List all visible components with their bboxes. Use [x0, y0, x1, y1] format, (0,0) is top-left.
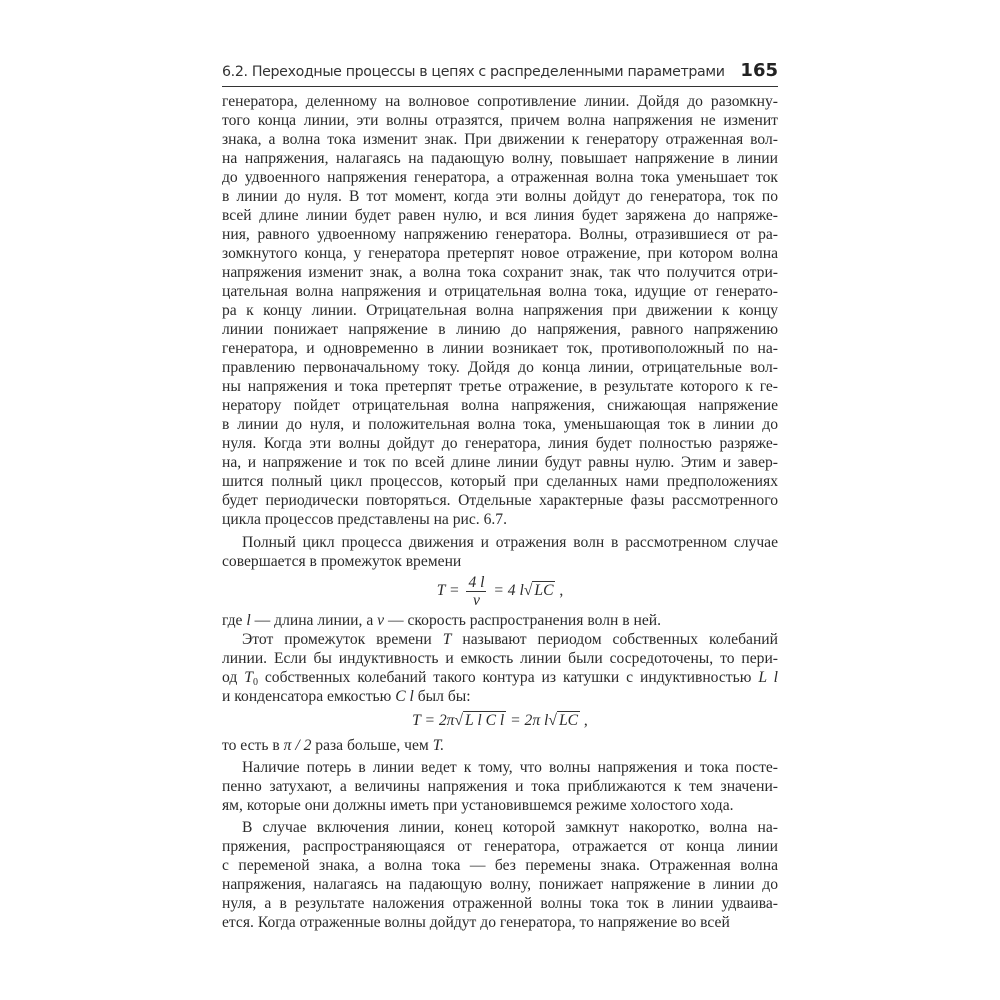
text: — длина линии, а — [254, 612, 374, 629]
text-line: ется. Когда отраженные волны дойдут до генератора, то напряжение во всей — [222, 914, 730, 931]
text-line: нуля, а в результате наложения отраженной волны тока ток в линии удваива- — [222, 895, 778, 912]
paragraph-2 — [222, 533, 778, 571]
sqrt-radicand: L l C l — [465, 712, 505, 729]
paragraph-1 — [222, 92, 778, 529]
fraction — [466, 574, 486, 609]
text-line: ния, равного удвоенному напряжению генератора. Волны, отразившиеся от ра- — [222, 226, 778, 243]
text-line: совершается в промежуток времени — [222, 553, 462, 570]
formula-lhs: T = 2π — [412, 712, 455, 729]
symbol-Ll: L l — [758, 669, 778, 686]
symbol-Cl: C l — [395, 688, 414, 705]
text-line: шится полный цикл процессов, который при сделанных нами предположениях — [222, 473, 778, 490]
page-body — [222, 92, 778, 932]
text-line: знака, а волна тока изменит знак. При движении к генератору отраженная вол- — [222, 131, 778, 148]
text-line: пряжения, распространяющаяся от генератора, отражается от конца линии — [222, 838, 778, 855]
text: собственных колебаний такого контура из катушки с индуктивностью — [264, 669, 752, 686]
text-line: ра к концу линии. Отрицательная волна напряжения при движении к концу — [222, 302, 778, 319]
text-line: будет периодически повторяться. Отдельные характерные фазы рассмотренного — [222, 492, 778, 509]
running-header — [222, 62, 778, 87]
text-line: цательная волна напряжения и отрицательная волна тока, идущие от генерато- — [222, 283, 778, 300]
text-line: того конца линии, эти волны отразятся, причем волна напряжения не изменит — [222, 112, 778, 129]
sqrt-radicand: LC — [558, 712, 579, 729]
formula-rhs: = 4 l — [493, 582, 524, 599]
text-line: в линии до нуля, и положительная волна тока, уменьшающая ток в линии до — [222, 416, 778, 433]
symbol-T: T — [244, 669, 253, 686]
text-line: пенно затухают, а величины напряжения и тока приближаются к тем значени- — [222, 778, 778, 795]
line: линии. Если бы индуктивность и емкость линии были сосредоточены, то пери- — [222, 650, 778, 667]
symbol-T: T. — [432, 737, 445, 754]
text-line: напряжения, налагаясь на падающую волну, понижает напряжение в линии до — [222, 876, 778, 893]
text-line: до удвоенного напряжения генератора, а отраженная волна тока уменьшает ток — [222, 169, 778, 186]
paragraph-4 — [222, 758, 778, 815]
line — [222, 630, 778, 649]
formula-comma: , — [583, 712, 588, 729]
text: называют периодом собственных колебаний — [462, 631, 778, 648]
text-line: генератора, и одновременно в линии возникает ток, противоположный по на- — [222, 340, 778, 357]
formula-period: T = $\frac{4 l}{v}$ = 4 l√ LC , — [436, 573, 564, 609]
text: где — [222, 612, 243, 629]
where-line — [222, 611, 778, 630]
text-line: ны напряжения и тока претерпят третье отражение, в результате которого к ге- — [222, 378, 778, 395]
text: од — [222, 669, 238, 686]
symbol-l: l — [246, 612, 251, 629]
line — [222, 668, 778, 687]
text-line: нуля. Когда эти волны дойдут до генератора, линия будет полностью разряже- — [222, 435, 778, 452]
line — [222, 687, 778, 706]
text: Этот промежуток времени — [242, 631, 432, 648]
text-line: линии понижает напряжение в линию до напряжения, равного напряжению — [222, 321, 778, 338]
text-line: напряжения изменит знак, а волна тока сохранит знак, так что получится отри- — [222, 264, 778, 281]
formula-lumped-period: T = 2π√ L l C l = 2π l√ LC , — [412, 712, 588, 729]
text-line: правлению первоначальному току. Дойдя до конца линии, отрицательные вол- — [222, 359, 778, 376]
subscript: 0 — [252, 677, 258, 688]
text: раза больше, чем — [315, 737, 429, 754]
text-line: Полный цикл процесса движения и отражения волн в рассмотренном случае — [242, 534, 778, 551]
text-line: на напряжения, налагаясь на падающую волну, повышает напряжение в линии — [222, 150, 778, 167]
text-line: Наличие потерь в линии ведет к тому, что волны напряжения и тока посте- — [242, 759, 778, 776]
page-number: 165 — [740, 60, 778, 81]
formula-lhs: T = — [436, 582, 460, 599]
text-line: всей длине линии будет равен нулю, и вся линия будет заряжена до напряже- — [222, 207, 778, 224]
text-line: на, и напряжение и ток по всей длине линии будут равны нулю. Этим и завер- — [222, 454, 778, 471]
running-title: 6.2. Переходные процессы в цепях с распределенными параметрами — [222, 64, 725, 80]
text: был бы: — [417, 688, 471, 705]
text-line: В случае включения линии, конец которой замкнут накоротко, волна на- — [242, 819, 778, 836]
ratio: π / 2 — [283, 737, 312, 754]
text-line: цикла процессов представлены на рис. 6.7. — [222, 511, 507, 528]
formula-comma: , — [559, 582, 564, 599]
paragraph-5 — [222, 818, 778, 932]
text: и конденсатора емкостью — [222, 688, 392, 705]
text-line: зомкнутого конца, у генератора претерпят новое отражение, при котором волна — [222, 245, 778, 262]
symbol-v: v — [377, 612, 385, 629]
text-line: в линии до нуля. В тот момент, когда эти волны дойдут до генератора, ток по — [222, 188, 778, 205]
formula-mid: = 2π l — [510, 712, 549, 729]
text-line: генератора, деленному на волновое сопротивление линии. Дойдя до разомкну- — [222, 93, 778, 110]
sqrt-radicand: LC — [534, 582, 554, 599]
text-line: с переменой знака, а волна тока — без перемены знака. Отраженная волна — [222, 857, 778, 874]
ratio-line — [222, 736, 778, 755]
fraction-numerator: 4 l — [468, 573, 485, 591]
text: — скорость распространения волн в ней. — [387, 612, 661, 629]
text-line: ям, которые они должны иметь при установившемся режиме холостого хода. — [222, 797, 734, 814]
symbol-T: T — [442, 631, 452, 648]
text: то есть в — [222, 737, 280, 754]
text-line: нератору пойдет отрицательная волна напряжения, снижающая напряжение — [222, 397, 778, 414]
fraction-denominator: v — [472, 591, 480, 609]
